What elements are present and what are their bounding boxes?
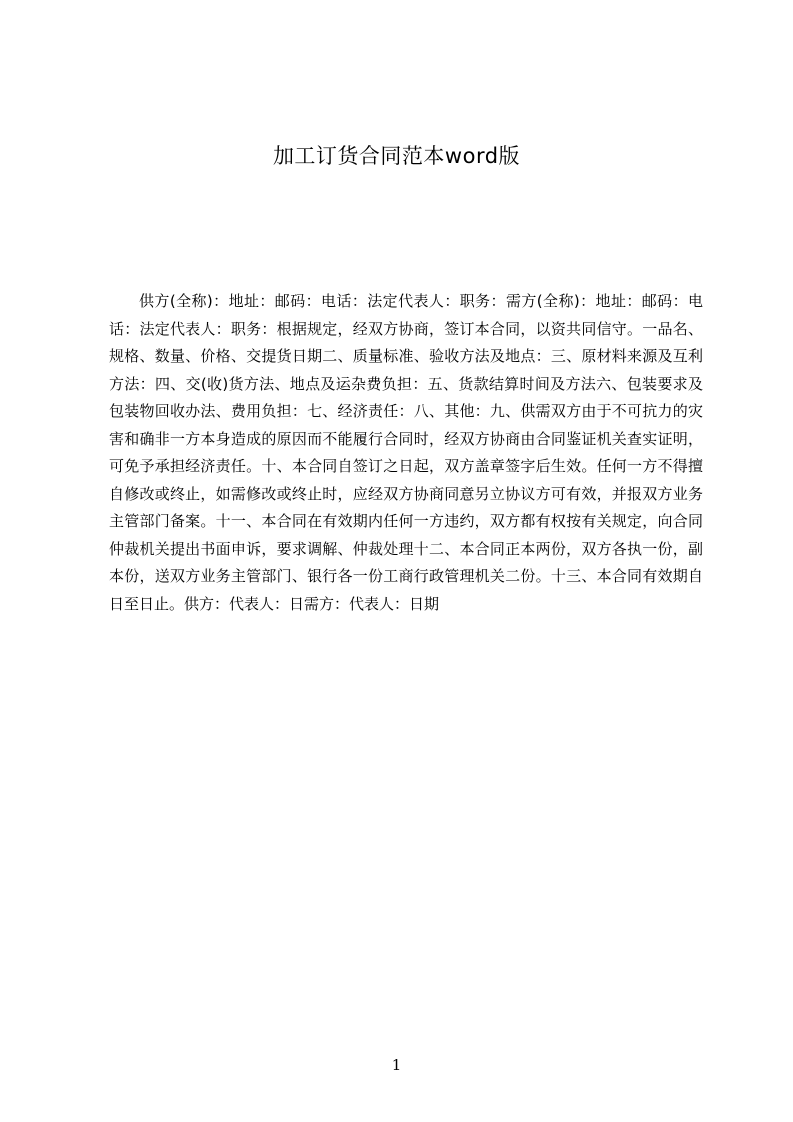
document-title: 加工订货合同范本word版 xyxy=(272,144,521,168)
page-number: 1 xyxy=(391,1056,402,1074)
contract-body-paragraph: 供方(全称)：地址：邮码：电话：法定代表人：职务：需方(全称)：地址：邮码：电话：法定代表人：职务：根据规定，经双方协商，签订本合同，以资共同信守。一品名、规格、数量、价格、交提货日期二、质量标准、验收方法及地点：三、原材料来源及互利方法：四、交(收)货方法、地点及运杂费负担：五、货款结算时间及方法六、包装要求及包装物回收办法、费用负担：七、经济责任：八、其他：九、供需双方由于不可抗力的灾害和确非一方本身造成的原因而不能履行合同时，经双方协商由合同鉴证机关查实证明，可免予承担经济责任。十、本合同自签订之日起，双方盖章签字后生效。任何一方不得擅自修改或终止，如需修改或终止时，应经双方协商同意另立协议方可有效，并报双方业务主管部门备案。十一、本合同在有效期内任何一方违约，双方都有权按有关规定，向合同仲裁机关提出书面申诉，要求调解、仲裁处理十二、本合同正本两份，双方各执一份，副本份，送双方业务主管部门、银行各一份工商行政管理机关二份。十三、本合同有效期自 日至日止。供方：代表人：日需方：代表人：日期 xyxy=(109,292,703,613)
